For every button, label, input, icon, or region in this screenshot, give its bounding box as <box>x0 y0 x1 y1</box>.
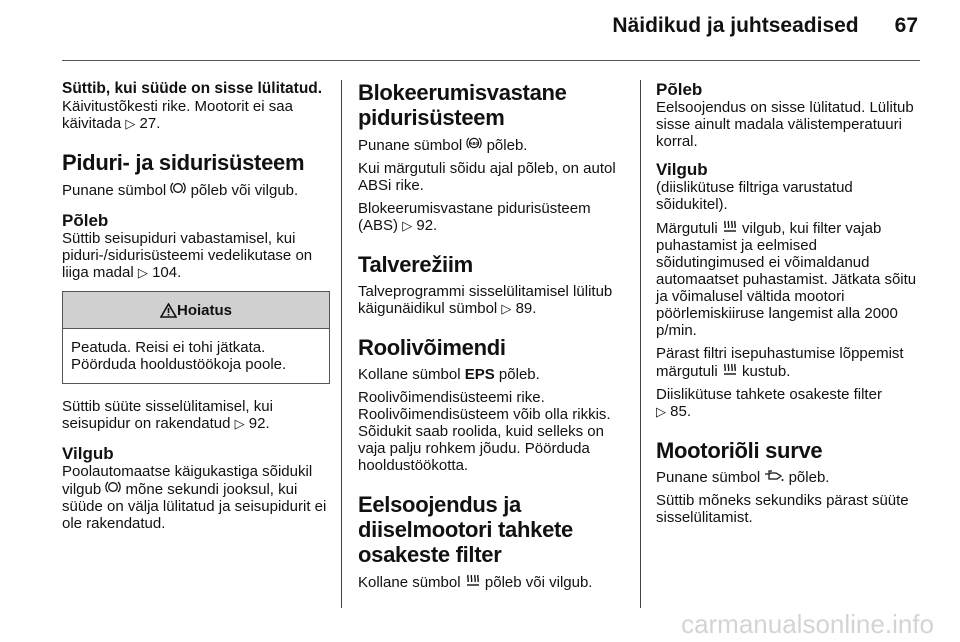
flash-text: (diislikütuse filtriga varustatud sõidukitel). <box>656 179 853 213</box>
warning-box <box>62 291 330 384</box>
filter-ref-text: Diislikütuse tahkete osakeste filter ▷ 85. <box>656 386 882 420</box>
warning-header: Hoiatus <box>63 292 329 329</box>
page-reference-arrow-icon: ▷ <box>125 116 136 131</box>
brake-section-title: Piduri- ja sidurisüsteem <box>62 150 305 175</box>
lit-heading: Põleb <box>656 80 703 99</box>
power-steering-title: Roolivõimendi <box>358 335 506 360</box>
immobilizer-text: Käivitustõkesti rike. Mootorit ei saa käivitada ▷ 27. <box>62 98 293 132</box>
header-rule <box>62 60 920 61</box>
flash-heading: Vilgub <box>62 444 114 463</box>
lit-text: Süttib seisupiduri vabastamisel, kui piduri-/sidurisüsteemi vedelikutase on liiga madal ▷ 104. <box>62 230 313 281</box>
column-3 <box>656 80 928 532</box>
brake-warning-icon <box>105 480 121 494</box>
eps-intro: Kollane sümbol EPS põleb. <box>358 366 540 383</box>
page-reference-arrow-icon: ▷ <box>402 218 413 233</box>
glow-plug-icon <box>722 219 738 233</box>
eps-symbol: EPS <box>464 366 495 383</box>
immobilizer-heading: Süttib, kui süüde on sisse lülitatud. <box>62 80 323 97</box>
oil-text: Süttib mõneks sekundiks pärast süüte sisselülitamist. <box>656 492 909 526</box>
handbrake-text: Süttib süüte sisselülitamisel, kui seisupidur on rakendatud ▷ 92. <box>62 398 273 432</box>
page-header <box>612 14 918 38</box>
page-reference-arrow-icon: ▷ <box>656 404 666 419</box>
filter-text: Märgutuli vilgub, kui filter vajab puhastamist ja eelmised sõidutingimused ei võimaldanud automaatset puhastamist. Jätkata sõitu ja võimalusel vältida mootori pöörlemiskiiruse langemist alla 2000 p/min. <box>656 220 917 339</box>
brake-warning-icon <box>170 181 186 195</box>
preheating-intro: Kollane sümbol põleb või vilgub. <box>358 574 593 591</box>
winter-mode-text: Talveprogrammi sisselülitamisel lülitub käigunäidikul sümbol ▷ 89. <box>358 283 613 317</box>
filter-cleaning-text: Pärast filtri isepuhastumise lõppemist märgutuli kustub. <box>656 345 904 380</box>
glow-plug-icon <box>465 573 481 587</box>
warning-triangle-icon <box>160 303 177 318</box>
column-divider <box>640 80 641 608</box>
warning-text: Peatuda. Reisi ei tohi jätkata. Pöörduda hooldustöökoja poole. <box>71 339 287 373</box>
eps-text: Roolivõimendisüsteemi rike. Roolivõimendisüsteem võib olla rikkis. Sõidukit saab roolida, kuid selleks on vaja palju rohkem jõudu. Pöörduda hooldustöökotta. <box>358 389 611 474</box>
section-title: Näidikud ja juhtseadised <box>612 14 859 37</box>
column-2 <box>358 80 620 597</box>
preheating-title: Eelsoojendus ja diiselmootori tahkete osakeste filter <box>358 492 573 567</box>
page-reference-arrow-icon: ▷ <box>501 301 512 316</box>
abs-text: Kui märgutuli sõidu ajal põleb, on autol ABSi rike. <box>358 160 616 194</box>
flash-text: Poolautomaatse käigukastiga sõidukil vilgub mõne sekundi jooksul, kui süüde on välja lülitatud ja seisupidurit ei ole rakendatud. <box>62 463 327 532</box>
winter-mode-title: Talverežiim <box>358 252 473 277</box>
flash-heading: Vilgub <box>656 160 708 179</box>
brake-intro: Punane sümbol põleb või vilgub. <box>62 182 299 199</box>
column-divider <box>341 80 342 608</box>
lit-heading: Põleb <box>62 211 109 230</box>
abs-ref-text: Blokeerumisvastane pidurisüsteem (ABS) ▷ 92. <box>358 200 591 234</box>
oil-pressure-icon <box>764 470 784 482</box>
oil-intro: Punane sümbol põleb. <box>656 469 830 486</box>
abs-section-title: Blokeerumisvastane pidurisüsteem <box>358 80 567 130</box>
page-number: 67 <box>894 14 918 37</box>
lit-text: Eelsoojendus on sisse lülitatud. Lülitub sisse ainult madala välistemperatuuri korral. <box>656 99 914 150</box>
column-1 <box>62 80 330 538</box>
oil-pressure-title: Mootoriõli surve <box>656 438 823 463</box>
footer-watermark: carmanualsonline.info <box>681 609 934 639</box>
svg-text:ABS: ABS <box>469 141 480 146</box>
page-reference-arrow-icon: ▷ <box>234 416 245 431</box>
glow-plug-icon <box>722 362 738 376</box>
abs-icon <box>466 136 482 150</box>
abs-intro: Punane sümbol ABS põleb. <box>358 137 528 154</box>
page-reference-arrow-icon: ▷ <box>137 265 148 280</box>
